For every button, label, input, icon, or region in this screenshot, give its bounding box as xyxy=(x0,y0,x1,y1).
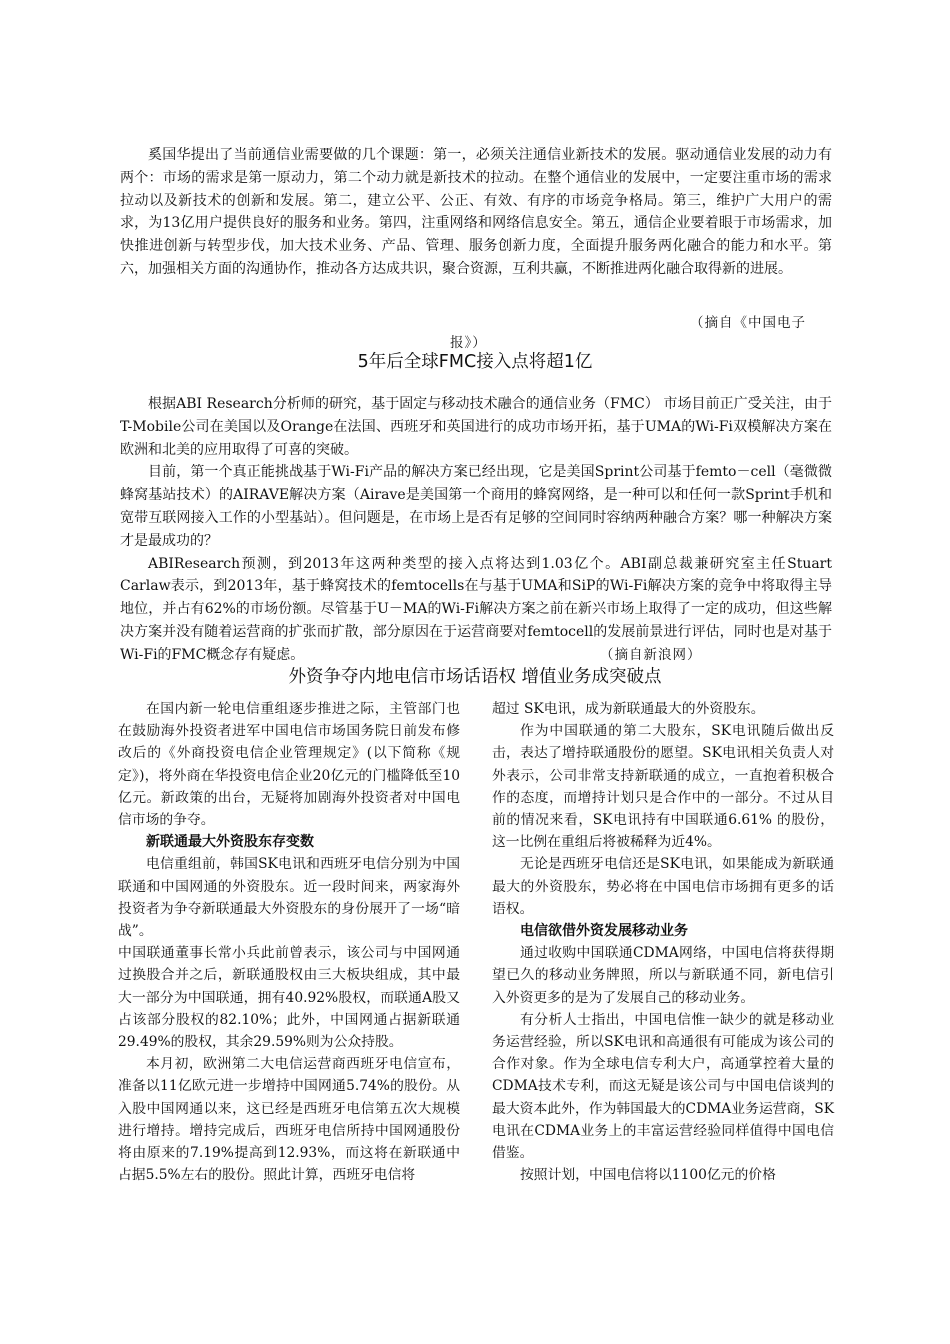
article2-right-paragraph-3: 无论是西班牙电信还是SK电讯，如果能成为新联通最大的外资股东，势必将在中国电信市场拥有更多的话语权。 xyxy=(492,856,834,917)
article2-right-paragraph-2: 作为中国联通的第二大股东，SK电讯随后做出反击，表达了增持联通股份的愿望。SK电讯相关负责人对外表示，公司非常支持新联通的成立，一直抱着积极合作的态度，而增持计划只是合作中的一部分。不过从目前的情况来看，SK电讯持有中国联通6.61% 的股份，这一比例在重组后将被稀释为近4%。 xyxy=(492,723,834,851)
intro-source-line2: 报》） xyxy=(450,335,487,351)
article1-body xyxy=(120,393,832,667)
article2-left-paragraph-2: 电信重组前，韩国SK电讯和西班牙电信分别为中国联通和中国网通的外资股东。近一段时间来，两家海外投资者为争夺新联通最大外资股东的身份展开了一场“暗战”。 xyxy=(118,856,460,940)
article2-subheading-1: 新联通最大外资股东存变数 xyxy=(146,834,314,851)
article2-right-paragraph-6: 按照计划，中国电信将以1100亿元的价格 xyxy=(520,1167,776,1184)
article1-paragraph-3: ABIResearch预测，到2013年这两种类型的接入点将达到1.03亿个。ABI副总裁兼研究室主任Stuart Carlaw表示，到2013年，基于蜂窝技术的femtocells在与基于UMA和SiP的Wi-Fi解决方案的竞争中将取得主导地位，并占有62%的市场份额。尽管基于U－MA的Wi-Fi解决方案之前在新兴市场上取得了一定的成功，但这些解决方案并没有随着运营商的扩张而扩散，部分原因在于运营商要对femtocell的发展前景进行评估，同时也是对基于Wi-Fi的FMC概念存有疑虑。 xyxy=(120,555,832,663)
article1-paragraph-2: 目前，第一个真正能挑战基于Wi-Fi产品的解决方案已经出现，它是美国Sprint公司基于femto－cell（毫微微蜂窝基站技术）的AIRAVE解决方案（Airave是美国第一个商用的蜂窝网络，是一种可以和任何一款Sprint手机和宽带互联网接入工作的小型基站）。但问题是，在市场上是否有足够的空间同时容纳两种融合方案？哪一种解决方案才是最成功的？ xyxy=(120,464,832,549)
article1-paragraph-1: 根据ABI Research分析师的研究，基于固定与移动技术融合的通信业务（FMC） 市场目前正广受关注，由于T-Mobile公司在美国以及Orange在法国、西班牙和英国进行的成功市场开拓，基于UMA的Wi-Fi双模解决方案在欧洲和北美的应用取得了可喜的突破。 xyxy=(120,396,832,458)
article1-title: 5年后全球FMC接入点将超1亿 xyxy=(357,352,593,372)
intro-source-line1: （摘自《中国电子 xyxy=(690,315,806,331)
article2-left-paragraph-1: 在国内新一轮电信重组逐步推进之际，主管部门也在鼓励海外投资者进军中国电信市场国务院日前发布修改后的《外商投资电信企业管理规定》(以下简称《规定》)，将外商在华投资电信企业20亿元的门槛降低至10亿元。新政策的出台，无疑将加剧海外投资者对中国电信市场的争夺。 xyxy=(118,701,460,829)
article2-left-paragraph-3: 中国联通董事长常小兵此前曾表示，该公司与中国网通过换股合并之后，新联通股权由三大板块组成，其中最大一部分为中国联通，拥有40.92%股权，而联通A股又占该部分股权的82.10%；此外，中国网通占据新联通29.49%的股权，其余29.59%则为公众持股。 xyxy=(118,945,460,1051)
article2-title: 外资争夺内地电信市场话语权 增值业务成突破点 xyxy=(288,667,662,687)
intro-section xyxy=(120,144,832,281)
article2-left-paragraph-4: 本月初，欧洲第二大电信运营商西班牙电信宣布，准备以11亿欧元进一步增持中国网通5.74%的股份。从入股中国网通以来，这已经是西班牙电信第五次大规模进行增持。增持完成后，西班牙电信所持中国网通股份将由原来的7.19%提高到12.93%，而这将在新联通中占据5.5%左右的股份。照此计算，西班牙电信将 xyxy=(118,1056,460,1184)
article2-right-paragraph-5: 有分析人士指出，中国电信惟一缺少的就是移动业务运营经验，所以SK电讯和高通很有可能成为该公司的合作对象。作为全球电信专利大户，高通掌控着大量的 CDMA技术专利，而这无疑是该公司与中国电信谈判的最大资本此外，作为韩国最大的CDMA业务运营商，SK电讯在CDMA业务上的丰富运营经验同样值得中国电信借鉴。 xyxy=(492,1011,834,1162)
intro-paragraph: 奚国华提出了当前通信业需要做的几个课题：第一，必须关注通信业新技术的发展。驱动通信业发展的动力有两个：市场的需求是第一原动力，第二个动力就是新技术的拉动。在整个通信业的发展中，一定要注重市场的需求拉动以及新技术的创新和发展。第二，建立公平、公正、有效、有序的市场竞争格局。第三，维护广大用户的需求，为13亿用户提供良好的服务和业务。第四，注重网络和网络信息安全。第五，通信企业要着眼于市场需求，加快推进创新与转型步伐，加大技术业务、产品、管理、服务创新力度，全面提升服务两化融合的能力和水平。第六，加强相关方面的沟通协作，推动各方达成共识，聚合资源，互利共赢，不断推进两化融合取得新的进展。 xyxy=(120,147,832,277)
article2-right-paragraph-1: 超过 SK电讯，成为新联通最大的外资股东。 xyxy=(492,701,765,717)
article2-subheading-2: 电信欲借外资发展移动业务 xyxy=(520,923,688,940)
article2-right-paragraph-4: 通过收购中国联通CDMA网络，中国电信将获得期望已久的移动业务牌照，所以与新联通不同，新电信引入外资更多的是为了发展自己的移动业务。 xyxy=(492,945,834,1006)
article1-source: （摘自新浪网） xyxy=(600,647,702,663)
article2-left-column xyxy=(118,698,460,1186)
article2-right-column xyxy=(492,698,834,1186)
